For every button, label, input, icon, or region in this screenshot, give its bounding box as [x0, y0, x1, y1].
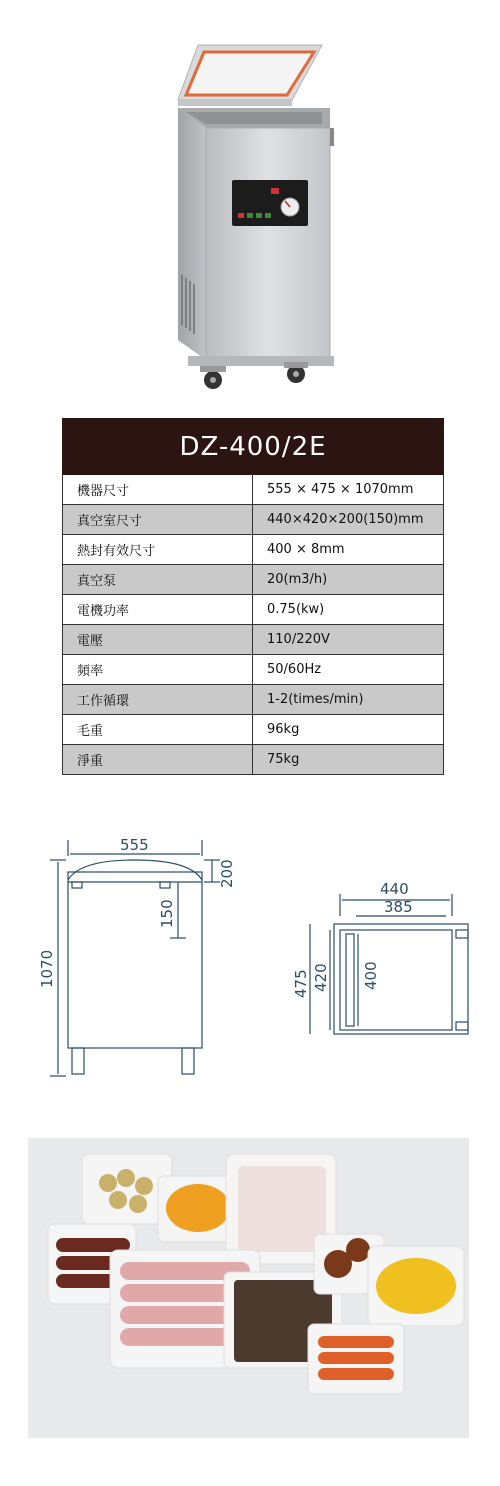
spec-table: [62, 418, 444, 775]
vacuum-packed-food-image: [28, 1138, 469, 1438]
depth-chamber-label: 420: [312, 963, 330, 992]
spec-value: 20(m3/h): [253, 565, 444, 595]
spec-label: 毛重: [63, 715, 253, 745]
spec-value: 0.75(kw): [253, 595, 444, 625]
spec-label: 電機功率: [63, 595, 253, 625]
chamber-height-label: 150: [158, 899, 176, 928]
spec-label: 工作循環: [63, 685, 253, 715]
top-inner-label: 385: [384, 898, 413, 916]
spec-label: 真空室尺寸: [63, 505, 253, 535]
total-height-label: 1070: [38, 949, 56, 988]
spec-label: 頻率: [63, 655, 253, 685]
lid-height-label: 200: [218, 859, 236, 888]
spec-value: 440×420×200(150)mm: [253, 505, 444, 535]
spec-label: 真空泵: [63, 565, 253, 595]
spec-value: 50/60Hz: [253, 655, 444, 685]
top-outer-label: 440: [380, 880, 409, 898]
front-width-label: 555: [120, 836, 149, 854]
spec-label: 淨重: [63, 745, 253, 775]
spec-value: 110/220V: [253, 625, 444, 655]
depth-outer-label: 475: [292, 969, 310, 998]
spec-label: 熱封有效尺寸: [63, 535, 253, 565]
spec-value: 400 × 8mm: [253, 535, 444, 565]
dimension-diagrams: [0, 820, 500, 1100]
spec-value: 75kg: [253, 745, 444, 775]
front-view-diagram: [50, 840, 220, 1076]
spec-value: 555 × 475 × 1070mm: [253, 475, 444, 505]
seal-length-label: 400: [362, 961, 380, 990]
spec-value: 1-2(times/min): [253, 685, 444, 715]
spec-value: 96kg: [253, 715, 444, 745]
spec-label: 電壓: [63, 625, 253, 655]
vacuum-machine-image: [0, 0, 500, 400]
spec-label: 機器尺寸: [63, 475, 253, 505]
model-title: DZ-400/2E: [63, 419, 444, 475]
